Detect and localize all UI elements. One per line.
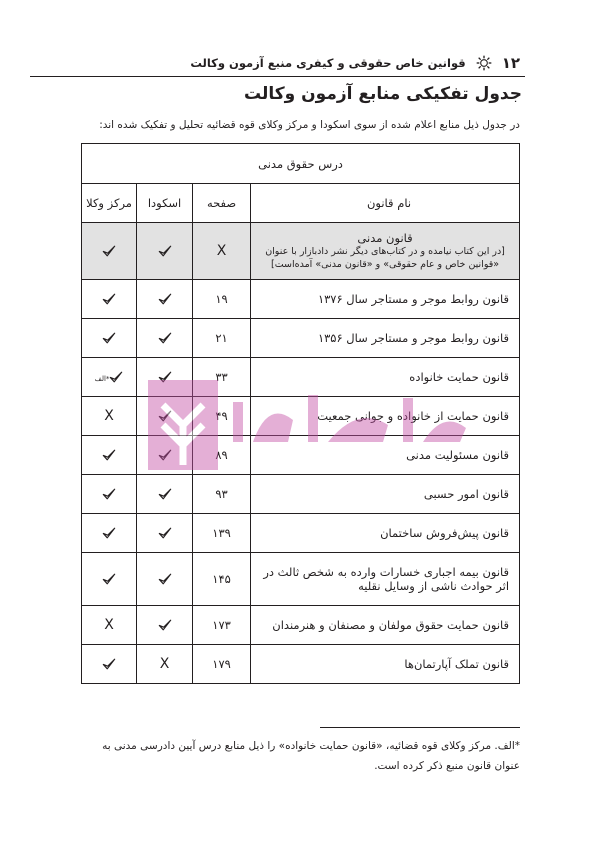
gear-icon (476, 55, 492, 71)
scoda-cell (137, 223, 193, 280)
table-row (82, 358, 520, 397)
markaz-cell (82, 280, 137, 319)
law-title: قانون مدنی (357, 231, 413, 245)
table-row (82, 606, 520, 645)
markaz-cell (82, 436, 137, 475)
table-row (82, 319, 520, 358)
law-title: قانون حمایت از خانواده و جوانی جمعیت (317, 409, 510, 423)
scoda-cell (137, 397, 193, 436)
law-title: قانون امور حسبی (423, 487, 510, 501)
check-icon (158, 370, 172, 384)
law-name (251, 280, 520, 319)
law-name (251, 223, 520, 280)
markaz-cell (82, 606, 137, 645)
col-header-name: نام قانون (251, 184, 520, 223)
intro-text: در جدول ذیل منابع اعلام شده از سوی اسکودا و مرکز وکلای قوه قضائیه تحلیل و تفکیک شده اند: (99, 119, 520, 131)
page-header (30, 50, 525, 77)
markaz-cell (82, 514, 137, 553)
page-number-cell: ۹۳ (193, 475, 251, 514)
check-icon (158, 572, 172, 586)
page-number-cell: ۲۱ (193, 319, 251, 358)
check-icon (102, 572, 116, 586)
scoda-cell (137, 606, 193, 645)
table-row (82, 223, 520, 280)
markaz-cell (82, 553, 137, 606)
markaz-cell (82, 645, 137, 684)
table-row (82, 280, 520, 319)
scoda-cell (137, 553, 193, 606)
law-name (251, 645, 520, 684)
table-row (82, 397, 520, 436)
law-title: قانون روابط موجر و مستاجر سال ۱۳۷۶ (317, 292, 510, 306)
page-number-cell: ۱۳۹ (193, 514, 251, 553)
law-name (251, 606, 520, 645)
scoda-cell (137, 319, 193, 358)
law-title: قانون پیش‌فروش ساختمان (380, 526, 510, 540)
check-icon (158, 487, 172, 501)
law-name (251, 397, 520, 436)
page-number-cell: ۱۹ (193, 280, 251, 319)
check-icon (158, 448, 172, 462)
footnote-rule (320, 727, 520, 728)
check-icon (102, 526, 116, 540)
table-row (82, 553, 520, 606)
law-title: قانون حمایت حقوق مولفان و مصنفان و هنرمندان (272, 618, 510, 632)
check-icon (102, 487, 116, 501)
page-number-cell: ۱۷۳ (193, 606, 251, 645)
law-title: قانون تملک آپارتمان‌ها (404, 657, 510, 671)
table-row (82, 475, 520, 514)
check-icon (102, 448, 116, 462)
law-title: قانون روابط موجر و مستاجر سال ۱۳۵۶ (317, 331, 510, 345)
markaz-cell (82, 223, 137, 280)
page-cell (193, 223, 251, 280)
check-icon (102, 331, 116, 345)
page-number-cell: ۱۷۹ (193, 645, 251, 684)
law-name (251, 319, 520, 358)
check-icon (158, 526, 172, 540)
law-title: قانون حمایت خانواده (409, 370, 510, 384)
check-icon (102, 657, 116, 671)
scoda-cell (137, 436, 193, 475)
law-name (251, 553, 520, 606)
markaz-cell (82, 319, 137, 358)
law-title: قانون مسئولیت مدنی (406, 448, 510, 462)
cross-mark: X (104, 617, 114, 633)
check-icon (102, 292, 116, 306)
section-title: جدول تفکیکی منابع آزمون وکالت (244, 84, 522, 104)
sources-table (81, 143, 520, 684)
scoda-cell (137, 514, 193, 553)
check-icon (158, 292, 172, 306)
check-icon (109, 370, 123, 384)
law-name (251, 436, 520, 475)
check-icon (158, 409, 172, 423)
table-row (82, 514, 520, 553)
law-name (251, 514, 520, 553)
col-header-page: صفحه (193, 184, 251, 223)
law-name (251, 475, 520, 514)
table-caption: درس حقوق مدنی (82, 144, 520, 184)
footnote-marker: *الف (94, 374, 110, 383)
law-name (251, 358, 520, 397)
page-number-cell: ۱۴۵ (193, 553, 251, 606)
page-number-cell: ۸۹ (193, 436, 251, 475)
markaz-cell (82, 397, 137, 436)
markaz-cell (82, 358, 137, 397)
footnote: *الف. مرکز وکلای قوه قضائیه، «قانون حمایت خانواده» را ذیل منابع درس آیین دادرسی مدنی به عنوان قانون منبع ذکر کرده است. (102, 740, 520, 772)
law-note: [در این کتاب نیامده و در کتاب‌های دیگر نشر دادبازار با عنوان «قوانین خاص و عام حقوقی» و «قانون مدنی» آمده‌است] (265, 246, 505, 270)
scoda-cell (137, 358, 193, 397)
markaz-cell (82, 475, 137, 514)
col-header-scoda: اسکودا (137, 184, 193, 223)
cross-mark: X (159, 656, 170, 672)
check-icon (102, 244, 116, 258)
page-number-cell: ۳۳ (193, 358, 251, 397)
col-header-markaz: مرکز وکلا (82, 184, 137, 223)
table-row (82, 645, 520, 684)
check-icon (158, 618, 172, 632)
scoda-cell (137, 475, 193, 514)
law-title: قانون بیمه اجباری خسارات وارده به شخص ثالث در اثر حوادث ناشی از وسایل نقلیه (263, 565, 510, 593)
table-row (82, 436, 520, 475)
scoda-cell (137, 645, 193, 684)
check-icon (158, 244, 172, 258)
scoda-cell (137, 280, 193, 319)
page-number-cell: ۴۹ (193, 397, 251, 436)
running-title: قوانین خاص حقوقی و کیفری منبع آزمون وکالت (190, 56, 466, 70)
cross-mark: X (216, 243, 227, 259)
check-icon (158, 331, 172, 345)
cross-mark: X (104, 408, 114, 424)
page-number: ۱۲ (501, 54, 520, 72)
